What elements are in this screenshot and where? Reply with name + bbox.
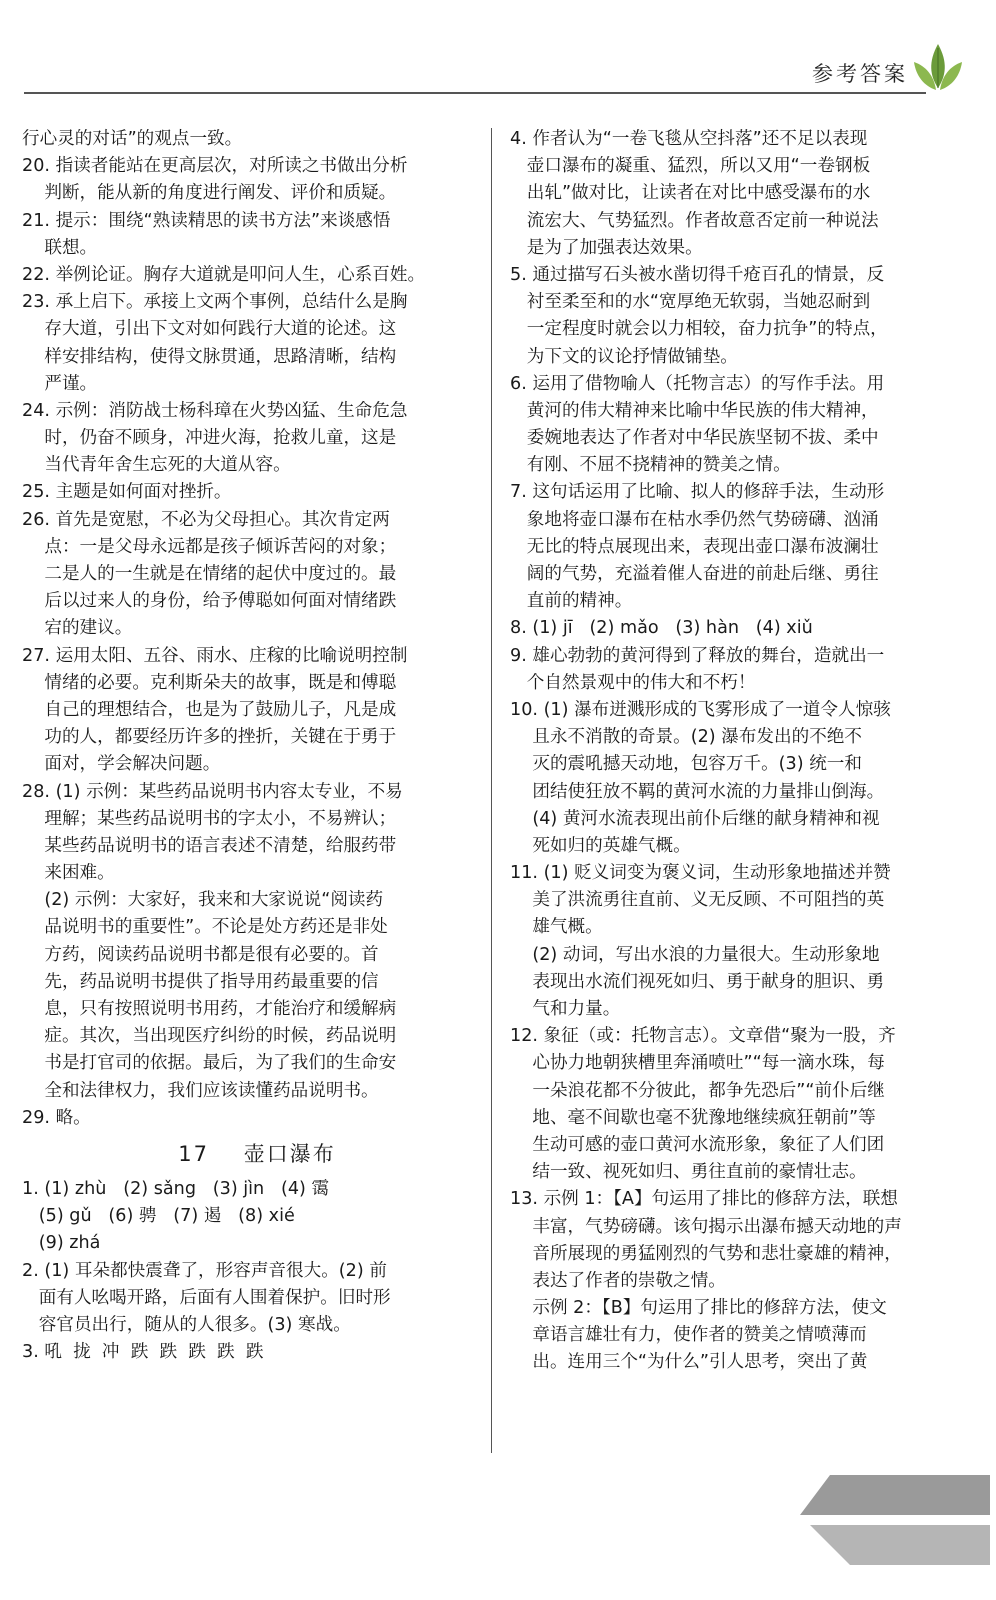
text-line: 行心灵的对话”的观点一致。 [22,129,243,149]
text-line: 且永不消散的奇景。(2) 瀑布发出的不绝不 [510,727,862,748]
text-line: 章语言雄壮有力，使作者的赞美之情喷薄而 [510,1325,867,1346]
text-line: 死如归的英雄气概。 [510,835,691,856]
text-line: 2. (1) 耳朵都快震聋了，形容声音很大。(2) 前 [22,1260,387,1281]
text-line: 雄气概。 [510,917,603,938]
text-line: 理解；某些药品说明书的字太小，不易辨认； [22,808,397,829]
text-line: 27. 运用太阳、五谷、雨水、庄稼的比喻说明控制 [22,645,408,666]
text-line: 表现出水流们视死如归、勇于献身的胆识、勇 [510,971,885,992]
text-line: 26. 首先是宽慰，不必为父母担心。其次肯定两 [22,509,390,530]
text-line: 有刚、不屈不挠精神的赞美之情。 [510,455,791,476]
text-line: 无比的特点展现出来，表现出壶口瀑布波澜壮 [510,536,879,557]
text-line: 20. 指读者能站在更高层次，对所读之书做出分析 [22,156,408,177]
corner-arrow-decoration [790,1455,990,1595]
text-line: 12. 象征（或：托物言志）。文章借“聚为一股，齐 [510,1026,896,1047]
text-line: 11. (1) 贬义词变为褒义词，生动形象地描述并赞 [510,863,891,884]
left-column [22,126,472,1366]
text-line: 结一致、视死如归、勇往直前的豪情壮志。 [510,1162,867,1183]
text-line: 二是人的一生就是在情绪的起伏中度过的。最 [22,564,397,584]
text-line: 示例 2：【B】句运用了排比的修辞方法，使文 [510,1298,887,1319]
text-line: 点：一是父母永远都是孩子倾诉苦闷的对象； [22,536,397,557]
text-line: 当代青年舍生忘死的大道从容。 [22,455,291,476]
text-line: 某些药品说明书的语言表述不清楚，给服药带 [22,835,397,856]
right-column [510,126,960,1377]
text-line: 24. 示例：消防战士杨科璋在火势凶猛、生命危急 [22,400,408,421]
text-line: (5) gǔ (6) 骋 (7) 遏 (8) xié [22,1206,295,1227]
text-line: 3. 吼 拢 冲 跌 跌 跌 跌 跌 [22,1342,264,1363]
text-line: 表达了作者的崇敬之情。 [510,1270,726,1291]
text-line: 22. 举例论证。胸存大道就是叩问人生，心系百姓。 [22,264,426,285]
text-line: (4) 黄河水流表现出前仆后继的献身精神和视 [510,808,880,829]
text-line: 委婉地表达了作者对中华民族坚韧不拔、柔中 [510,428,879,449]
text-line: 严谨。 [22,373,98,394]
text-line: 25. 主题是如何面对挫折。 [22,482,232,503]
text-line: 4. 作者认为“一卷飞毯从空抖落”还不足以表现 [510,129,868,149]
text-line: 5. 通过描写石头被水凿切得千疮百孔的情景，反 [510,264,885,285]
text-line: 宕的建议。 [22,618,133,639]
text-line: 28. (1) 示例：某些药品说明书内容太专业，不易 [22,781,403,802]
text-line: 情绪的必要。克利斯朵夫的故事，既是和傅聪 [22,672,397,693]
text-line: 灭的震吼撼天动地，包容万千。(3) 统一和 [510,754,862,775]
text-line: 样安排结构，使得文脉贯通，思路清晰，结构 [22,346,397,367]
text-line: 黄河的伟大精神来比喻中华民族的伟大精神， [510,400,879,421]
text-line: 面对，学会解决问题。 [22,754,221,775]
text-line: 23. 承上启下。承接上文两个事例，总结什么是胸 [22,292,408,313]
text-line: 13. 示例 1：【A】句运用了排比的修辞方法，联想 [510,1189,898,1210]
text-line: 存大道，引出下文对如何践行大道的论述。这 [22,319,397,340]
text-line: 21. 提示：围绕“熟读精思的读书方法”来谈感悟 [22,210,391,231]
text-line: 来困难。 [22,863,115,884]
text-line: 方药，阅读药品说明书都是很有必要的。首 [22,944,379,965]
text-line: 衬至柔至和的水“宽厚绝无软弱，当她忍耐到 [510,292,871,313]
text-line: 功的人，都要经历许多的挫折，关键在于勇于 [22,727,397,748]
text-line: 1. (1) zhù (2) sǎng (3) jìn (4) 霭 [22,1178,330,1199]
text-line: (9) zhá [22,1233,101,1254]
text-line: 阔的气势，充溢着催人奋进的前赴后继、勇往 [510,564,879,584]
text-line: 后以过来人的身份，给予傅聪如何面对情绪跌 [22,591,397,612]
text-line: 时，仍奋不顾身，冲进火海，抢救儿童，这是 [22,428,397,449]
text-line: 一定程度时就会以力相较，奋力抗争”的特点， [510,319,888,340]
text-line: 出。连用三个“为什么”引人思考，突出了黄 [510,1352,868,1373]
text-line: (2) 动词，写出水浪的力量很大。生动形象地 [510,944,880,965]
section-title: 17 壶口瀑布 [178,1141,336,1166]
text-line: 壶口瀑布的凝重、猛烈，所以又用“一卷钢板 [510,156,871,177]
text-line: 地、毫不间歇也毫不犹豫地继续疯狂朝前”等 [510,1107,876,1128]
text-line: 音所展现的勇猛刚烈的气势和悲壮豪雄的精神， [510,1243,902,1264]
text-line: 8. (1) jī (2) mǎo (3) hàn (4) xiǔ [510,618,813,639]
text-line: 10. (1) 瀑布迸溅形成的飞雾形成了一道令人惊骇 [510,699,891,720]
text-line: 一朵浪花都不分彼此，都争先恐后”“前仆后继 [510,1080,885,1101]
text-line: 面有人吆喝开路，后面有人围着保护。旧时形 [22,1287,391,1308]
text-line: 容官员出行，随从的人很多。(3) 寒战。 [22,1314,351,1335]
text-line: (2) 示例：大家好，我来和大家说说“阅读药 [22,890,384,911]
text-line: 丰富，气势磅礴。该句揭示出瀑布撼天动地的声 [510,1216,902,1237]
text-line: 为下文的议论抒情做铺垫。 [510,346,738,367]
text-line: 9. 雄心勃勃的黄河得到了释放的舞台，造就出一 [510,645,885,666]
text-line: 气和力量。 [510,999,621,1019]
text-line: 症。其次，当出现医疗纠纷的时候，药品说明 [22,1026,397,1047]
text-line: 团结使狂放不羁的黄河水流的力量排山倒海。 [510,781,885,802]
text-line: 书是打官司的依据。最后，为了我们的生命安 [22,1053,397,1074]
text-line: 品说明书的重要性”。不论是处方药还是非处 [22,917,388,938]
text-line: 7. 这句话运用了比喻、拟人的修辞手法，生动形 [510,482,885,503]
text-line: 自己的理想结合，也是为了鼓励儿子，凡是成 [22,699,397,720]
text-line: 出轧”做对比，让读者在对比中感受瀑布的水 [510,183,871,204]
text-line: 全和法律权力，我们应该读懂药品说明书。 [22,1080,379,1101]
text-line: 美了洪流勇往直前、义无反顾、不可阻挡的英 [510,890,885,911]
text-line: 息，只有按照说明书用药，才能治疗和缓解病 [22,999,397,1019]
text-line: 个自然景观中的伟大和不朽！ [510,672,756,693]
text-line: 象地将壶口瀑布在枯水季仍然气势磅礴、汹涌 [510,509,879,530]
text-line: 6. 运用了借物喻人（托物言志）的写作手法。用 [510,373,885,394]
text-line: 联想。 [22,237,98,258]
header-rule [24,92,926,94]
column-divider [491,128,492,1453]
header-title: 参考答案 [812,62,908,86]
text-line: 29. 略。 [22,1107,91,1128]
text-line: 心协力地朝狭槽里奔涌喷吐”“每一滴水珠，每 [510,1053,885,1074]
text-line: 生动可感的壶口黄河水流形象，象征了人们团 [510,1134,885,1155]
leaf-icon [908,36,968,96]
text-line: 直前的精神。 [510,591,633,612]
text-line: 判断，能从新的角度进行阐发、评价和质疑。 [22,183,397,204]
text-line: 先，药品说明书提供了指导用药最重要的信 [22,971,379,992]
text-line: 是为了加强表达效果。 [510,237,703,258]
text-line: 流宏大、气势猛烈。作者故意否定前一种说法 [510,210,879,231]
